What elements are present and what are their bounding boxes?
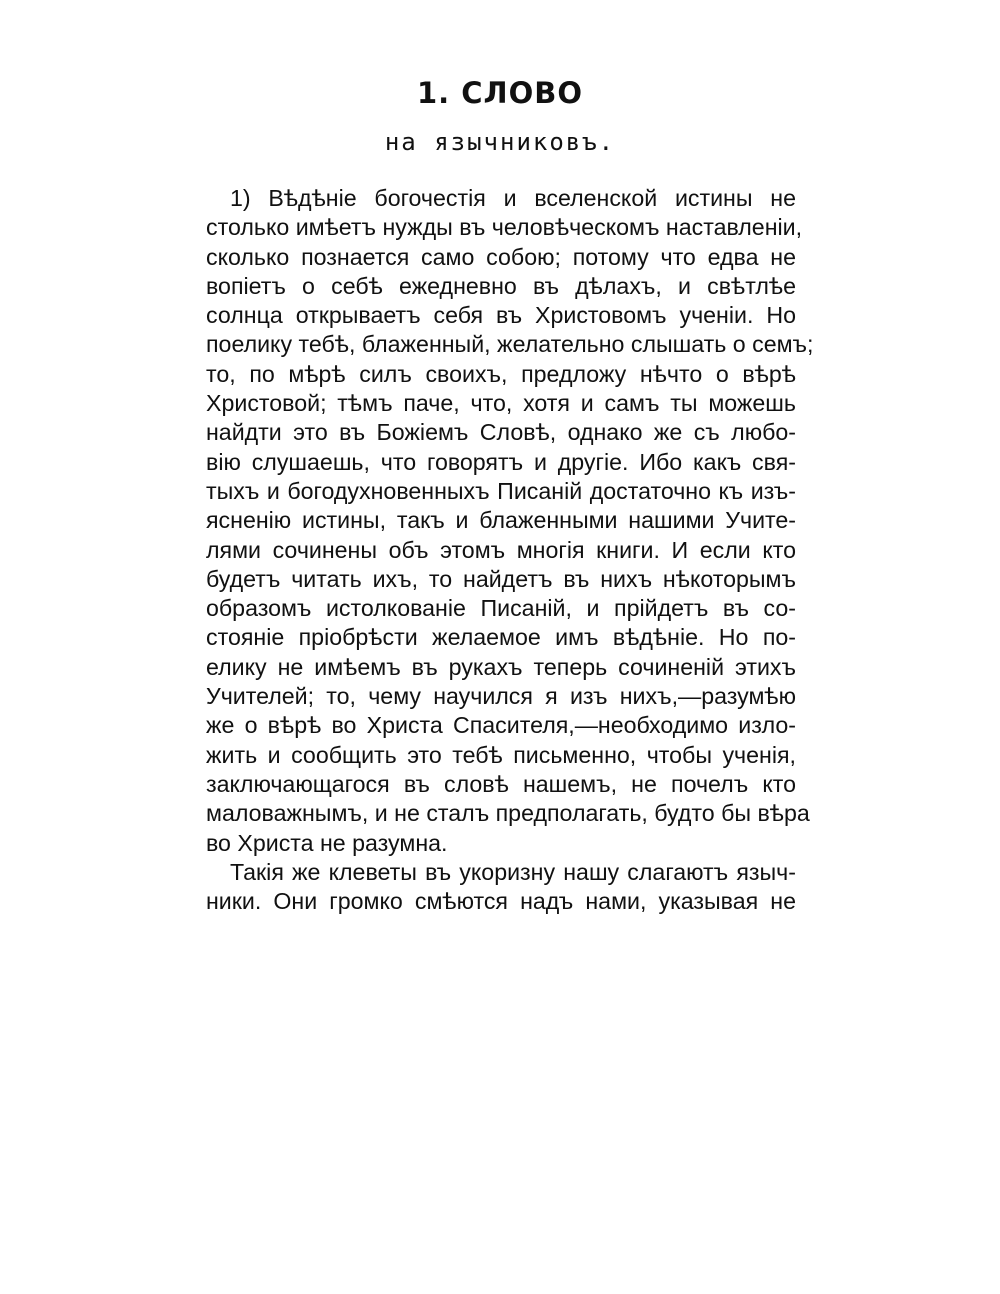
paragraph-1 [206, 184, 814, 858]
text-line: маловажнымъ, и не сталъ предполагать, будто бы вѣра [206, 800, 810, 827]
text-line: тыхъ и богодухновенныхъ Писаній достаточно къ изъ- [206, 477, 796, 504]
text-line: заключающагося въ словѣ нашемъ, не почелъ кто [206, 770, 796, 797]
text-line: Такія же клеветы въ укоризну нашу слагаютъ языч- [230, 858, 796, 885]
text-line: вопіетъ о себѣ ежедневно въ дѣлахъ, и свѣтлѣе [206, 272, 796, 299]
text-line: елику не имѣемъ въ рукахъ теперь сочиненій этихъ [206, 653, 796, 680]
text-line: будетъ читать ихъ, то найдетъ въ нихъ нѣкоторымъ [206, 565, 796, 592]
text-line: солнца открываетъ себя въ Христовомъ ученіи. Но [206, 302, 796, 329]
page-subtitle: на язычниковъ. [384, 128, 616, 156]
text-line: же о вѣрѣ во Христа Спасителя,—необходимо изло- [206, 712, 796, 739]
text-line: ясненію истины, такъ и блаженными нашими Учите- [206, 507, 796, 534]
text-line: столько имѣетъ нужды въ человѣческомъ наставленіи, [206, 214, 803, 241]
text-line: лями сочинены объ этомъ многія книги. И если кто [206, 536, 796, 563]
page-title: 1. СЛОВО [416, 76, 584, 110]
paragraph-2 [206, 858, 796, 917]
text-line: вію слушаешь, что говорятъ и другіе. Ибо какъ свя- [206, 448, 796, 475]
text-line: ники. Они громко смѣются надъ нами, указывая не [206, 888, 796, 915]
text-line: во Христа не разумна. [206, 829, 448, 856]
text-line: сколько познается само собою; потому что едва не [206, 243, 796, 270]
text-line: жить и сообщить это тебѣ письменно, чтобы ученія, [206, 741, 796, 768]
text-line: то, по мѣрѣ силъ своихъ, предложу нѣчто о вѣрѣ [206, 360, 796, 387]
body-text [206, 184, 814, 916]
text-line: найдти это въ Божіемъ Словѣ, однако же съ любо- [206, 419, 796, 446]
text-line: Христовой; тѣмъ паче, что, хотя и самъ ты можешь [206, 390, 796, 417]
text-line: образомъ истолкованіе Писаній, и прійдетъ въ со- [206, 595, 796, 622]
text-line: Учителей; то, чему научился я изъ нихъ,—разумѣю [206, 683, 796, 710]
text-line: поелику тебѣ, блаженный, желательно слышать о семъ; [206, 331, 814, 358]
text-line: 1) Вѣдѣніе богочестія и вселенской истины не [230, 185, 796, 211]
text-line: стояніе пріобрѣсти желаемое имъ вѣдѣніе. Но по- [206, 624, 796, 651]
